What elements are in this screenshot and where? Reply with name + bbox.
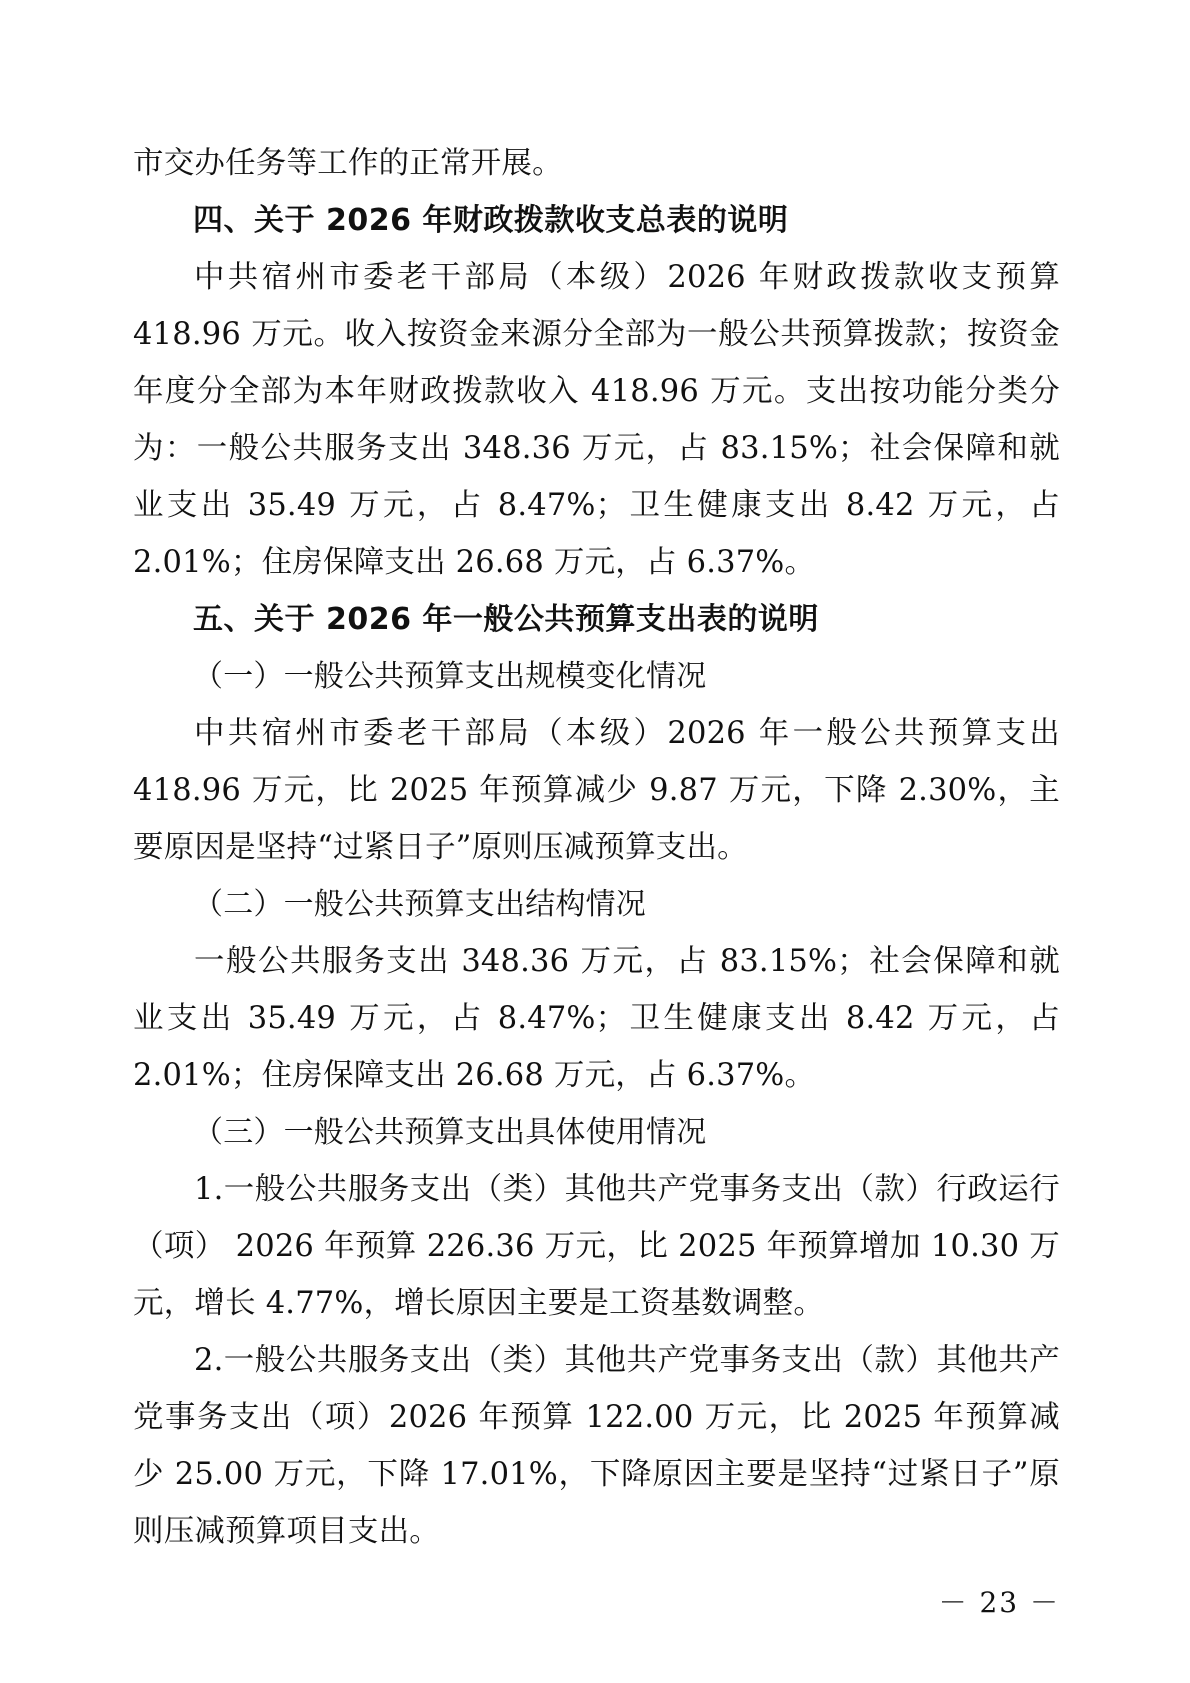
section-heading-five: 五、关于 2026 年一般公共预算支出表的说明 <box>193 602 819 637</box>
page-number: － 23 － <box>938 1586 1060 1619</box>
paragraph-fiscal-appropriation-summary: 中共宿州市委老干部局（本级）2026 年财政拨款收支预算 418.96 万元。收入按资金来源分全部为一般公共预算拨款；按资金年度分全部为本年财政拨款收入 418.96 万元。支出按功能分类分为：一般公共服务支出 348.36 万元，占 83.15%；社会保障和就业支出 35.49 万元，占 8.47%；卫生健康支出 8.42 万元，占 2.01%；住房保障支出 26.68 万元，占 6.37%。 <box>133 260 1060 580</box>
document-body <box>133 135 1060 1560</box>
subsection-heading-one: （一）一般公共预算支出规模变化情况 <box>193 659 707 694</box>
paragraph-item-two: 2.一般公共服务支出（类）其他共产党事务支出（款）其他共产党事务支出（项）2026 年预算 122.00 万元，比 2025 年预算减少 25.00 万元，下降 17.01%，下降原因主要是坚持“过紧日子”原则压减预算项目支出。 <box>133 1343 1060 1549</box>
paragraph-continuation: 市交办任务等工作的正常开展。 <box>133 146 563 181</box>
paragraph-expenditure-structure: 一般公共服务支出 348.36 万元，占 83.15%；社会保障和就业支出 35.49 万元，占 8.47%；卫生健康支出 8.42 万元，占 2.01%；住房保障支出 26.68 万元，占 6.37%。 <box>133 944 1060 1093</box>
paragraph-item-one: 1.一般公共服务支出（类）其他共产党事务支出（款）行政运行（项） 2026 年预算 226.36 万元，比 2025 年预算增加 10.30 万元，增长 4.77%，增长原因主要是工资基数调整。 <box>133 1172 1060 1321</box>
subsection-heading-two: （二）一般公共预算支出结构情况 <box>193 887 646 922</box>
subsection-heading-three: （三）一般公共预算支出具体使用情况 <box>193 1115 707 1150</box>
section-heading-four: 四、关于 2026 年财政拨款收支总表的说明 <box>193 203 789 238</box>
paragraph-expenditure-scale-change: 中共宿州市委老干部局（本级）2026 年一般公共预算支出 418.96 万元，比 2025 年预算减少 9.87 万元，下降 2.30%，主要原因是坚持“过紧日子”原则压减预算支出。 <box>133 716 1060 865</box>
